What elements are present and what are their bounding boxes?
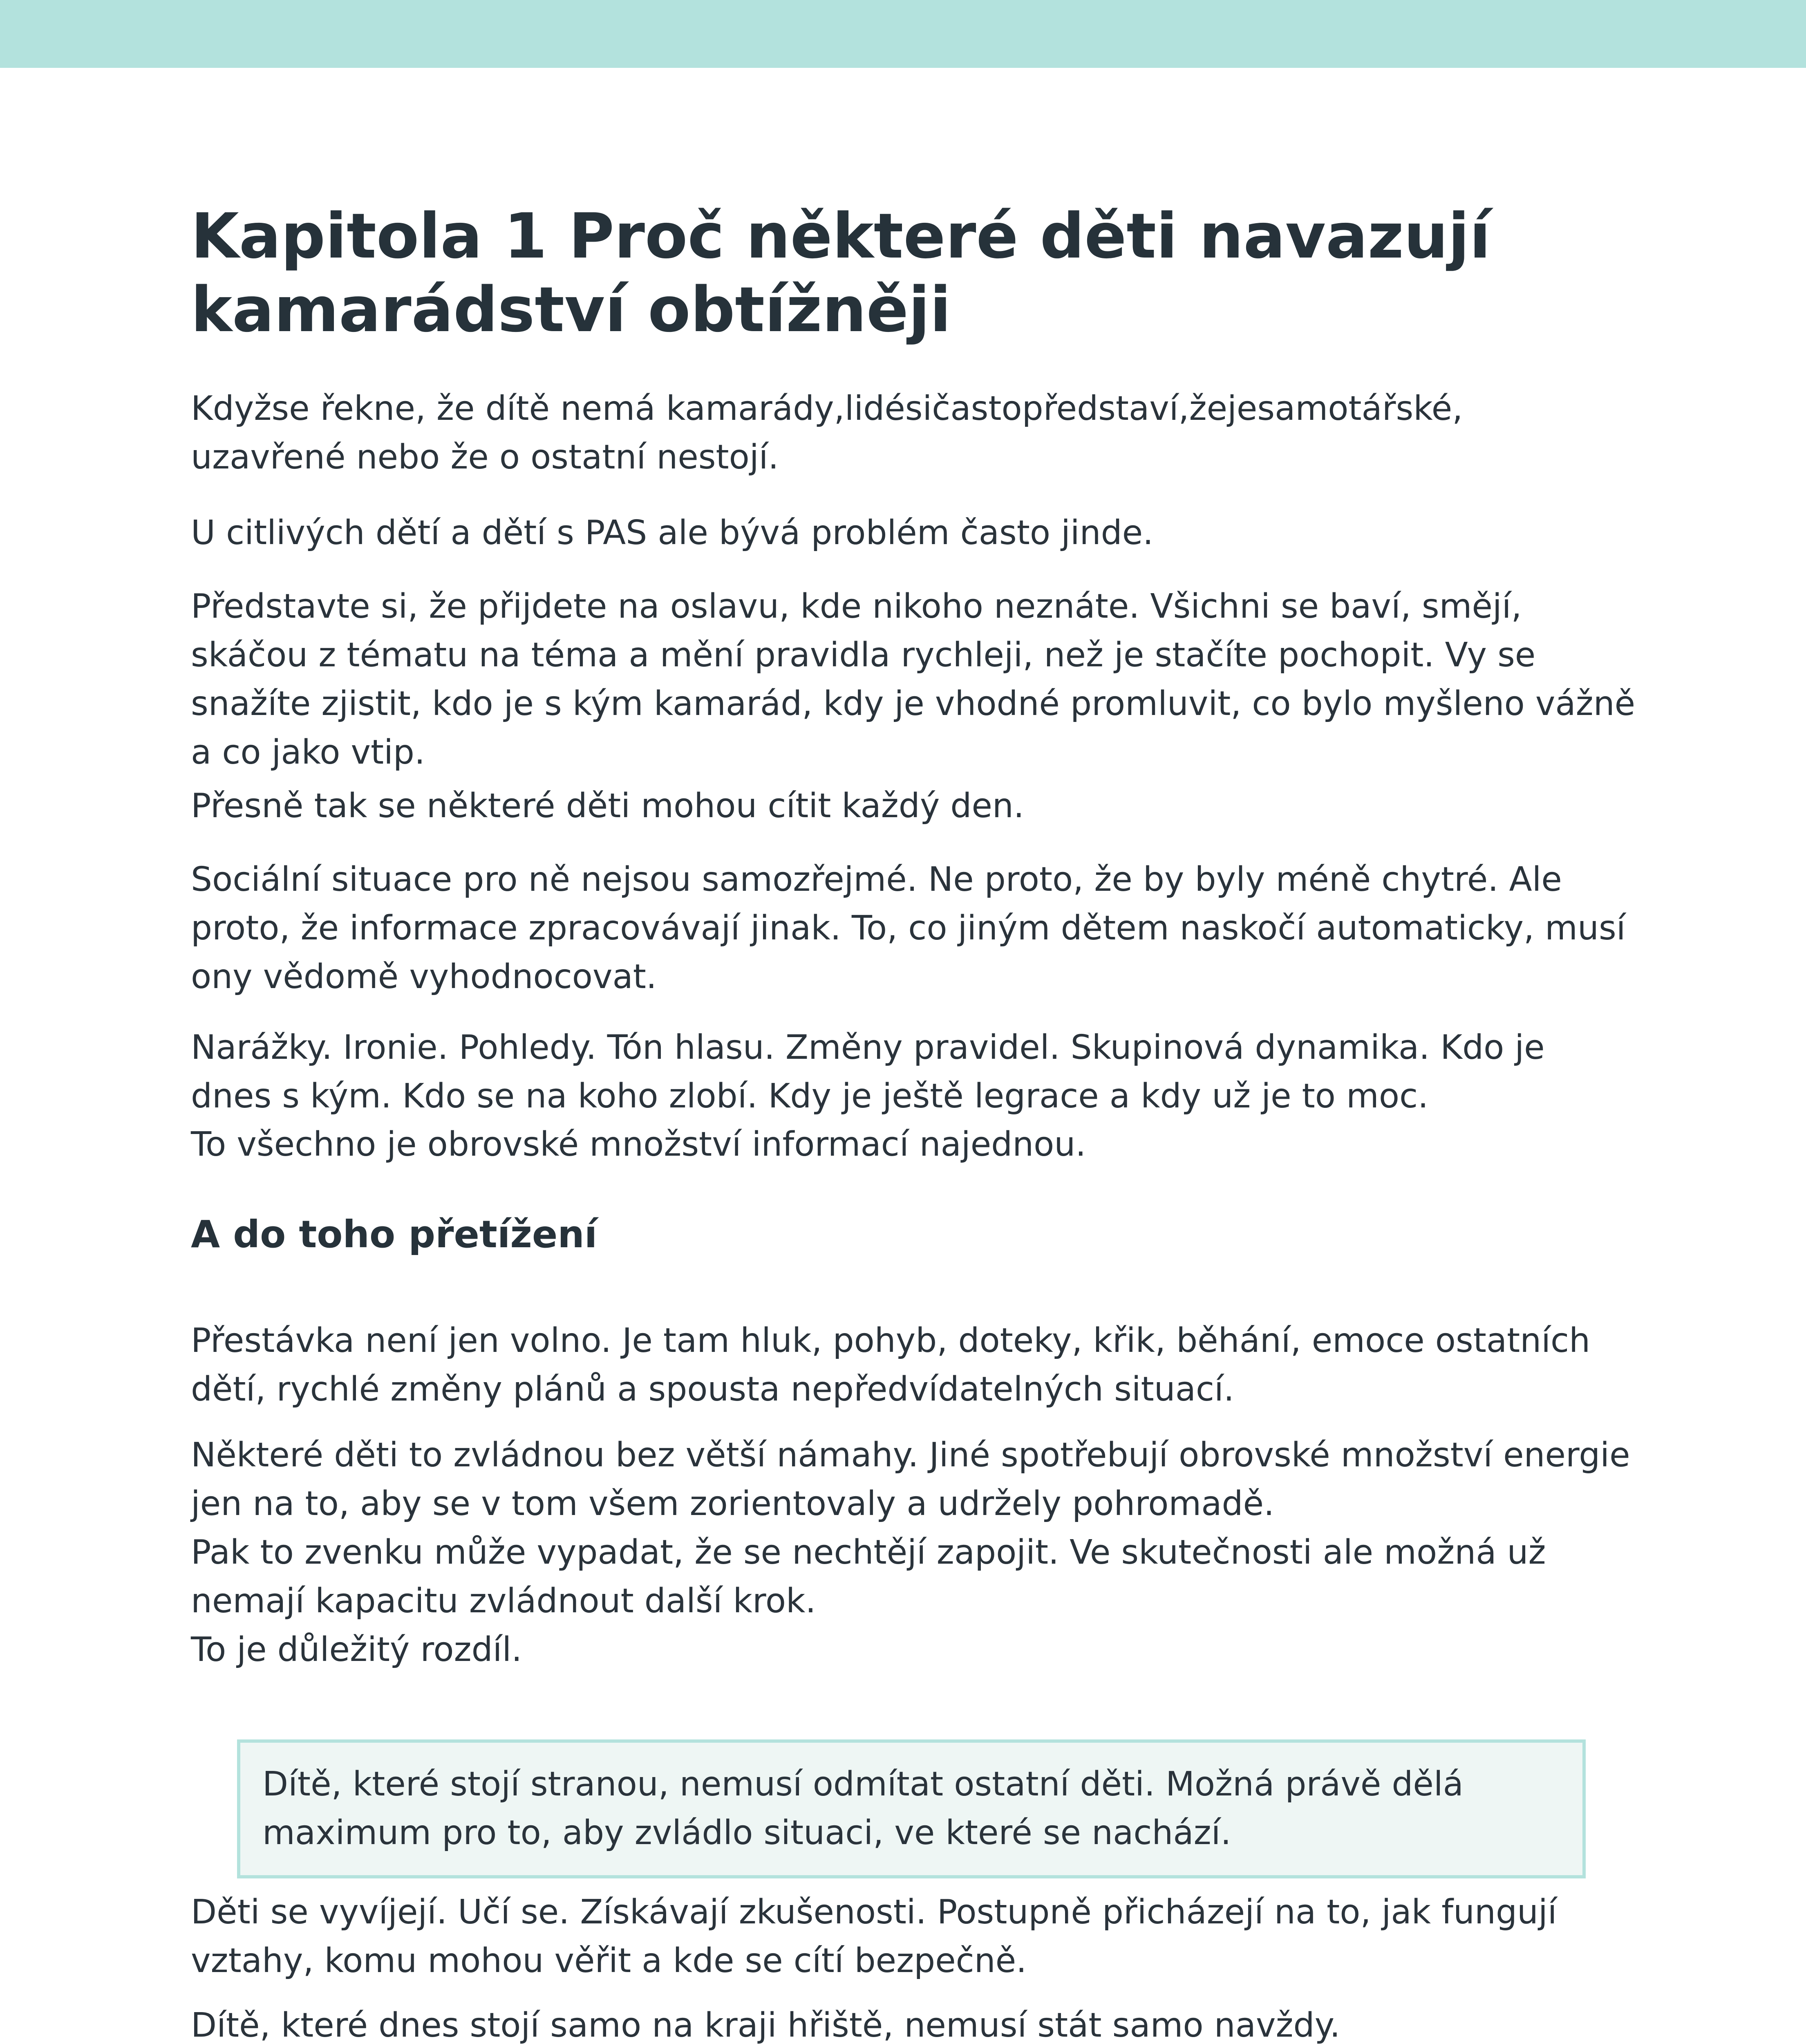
paragraph-line: Narážky. Ironie. Pohledy. Tón hlasu. Změny pravidel. Skupinová dynamika. Kdo je [191,1028,1545,1067]
paragraph-cues [191,1023,1629,1121]
paragraph-line: Některé děti to zvládnou bez větší námahy. Jiné spotřebují obrovské množství energie [191,1436,1630,1475]
paragraph-party [191,582,1636,777]
callout-line: maximum pro to, aby zvládlo situaci, ve které se nachází. [262,1813,1231,1852]
chapter-title-line-2: kamarádství obtížněji [191,273,951,346]
paragraph-line: Přesně tak se některé děti mohou cítit každý den. [191,787,1024,825]
paragraph-line: Dítě, které dnes stojí samo na kraji hřiště, nemusí stát samo navždy. [191,2006,1341,2044]
callout-text [262,1760,1570,1857]
paragraph-line: dětí, rychlé změny plánů a spousta nepředvídatelných situací. [191,1370,1234,1409]
paragraph-line: vztahy, komu mohou věřit a kde se cítí bezpečně. [191,1941,1027,1980]
paragraph-line: dnes s kým. Kdo se na koho zlobí. Kdy je ještě legrace a kdy už je to moc. [191,1077,1429,1116]
paragraph-line: a co jako vtip. [191,733,425,772]
paragraph-line: To všechno je obrovské množství informací najednou. [191,1125,1086,1164]
paragraph-pas [191,509,1629,557]
paragraph-line: ony vědomě vyhodnocovat. [191,957,657,996]
paragraph-every-day [191,782,1629,830]
chapter-title [191,199,1629,347]
paragraph-information [191,1120,1629,1169]
header-band [0,0,1806,68]
paragraph-energy [191,1431,1629,1528]
paragraph-line: Představte si, že přijdete na oslavu, kde nikoho neznáte. Všichni se baví, smějí, [191,587,1522,626]
callout-box [237,1739,1586,1878]
paragraph-line: U citlivých dětí a dětí s PAS ale bývá problém často jinde. [191,513,1154,552]
paragraph-line: Pak to zvenku může vypadat, že se nechtějí zapojit. Ve skutečnosti ale možná už [191,1533,1546,1572]
paragraph-line: To je důležitý rozdíl. [191,1630,522,1669]
paragraph-social-situations [191,855,1629,1001]
paragraph-line: Sociální situace pro ně nejsou samozřejmé. Ne proto, že by byly méně chytré. Ale [191,860,1562,899]
paragraph-break-time [191,1316,1629,1414]
callout-line: Dítě, které stojí stranou, nemusí odmítat ostatní děti. Možná právě dělá [262,1765,1464,1804]
paragraph-difference [191,1625,1629,1674]
paragraph-line: Kdyžse řekne, že dítě nemá kamarády,lidésičastopředstaví,žejesamotářské, [191,389,1463,428]
paragraph-line: Děti se vyvíjejí. Učí se. Získávají zkušenosti. Postupně přicházejí na to, jak fungují [191,1893,1557,1932]
paragraph-line: jen na to, aby se v tom všem zorientovaly a udržely pohromadě. [191,1484,1275,1523]
paragraph-line: uzavřené nebo že o ostatní nestojí. [191,438,779,477]
paragraph-playground [191,2001,1629,2044]
section-heading: A do toho přetížení [191,1213,598,1256]
paragraph-line: skáčou z tématu na téma a mění pravidla rychleji, než je stačíte pochopit. Vy se [191,636,1536,675]
paragraph-development [191,1888,1629,1985]
paragraph-line: Přestávka není jen volno. Je tam hluk, pohyb, doteky, křik, běhání, emoce ostatních [191,1321,1591,1360]
chapter-title-line-1: Kapitola 1 Proč některé děti navazují [191,200,1491,272]
paragraph-capacity [191,1528,1629,1625]
paragraph-intro [191,384,1629,482]
paragraph-line: snažíte zjistit, kdo je s kým kamarád, kdy je vhodné promluvit, co bylo myšleno vážně [191,684,1636,723]
paragraph-line: proto, že informace zpracovávají jinak. To, co jiným dětem naskočí automaticky, musí [191,909,1626,948]
paragraph-line: nemají kapacitu zvládnout další krok. [191,1582,816,1620]
